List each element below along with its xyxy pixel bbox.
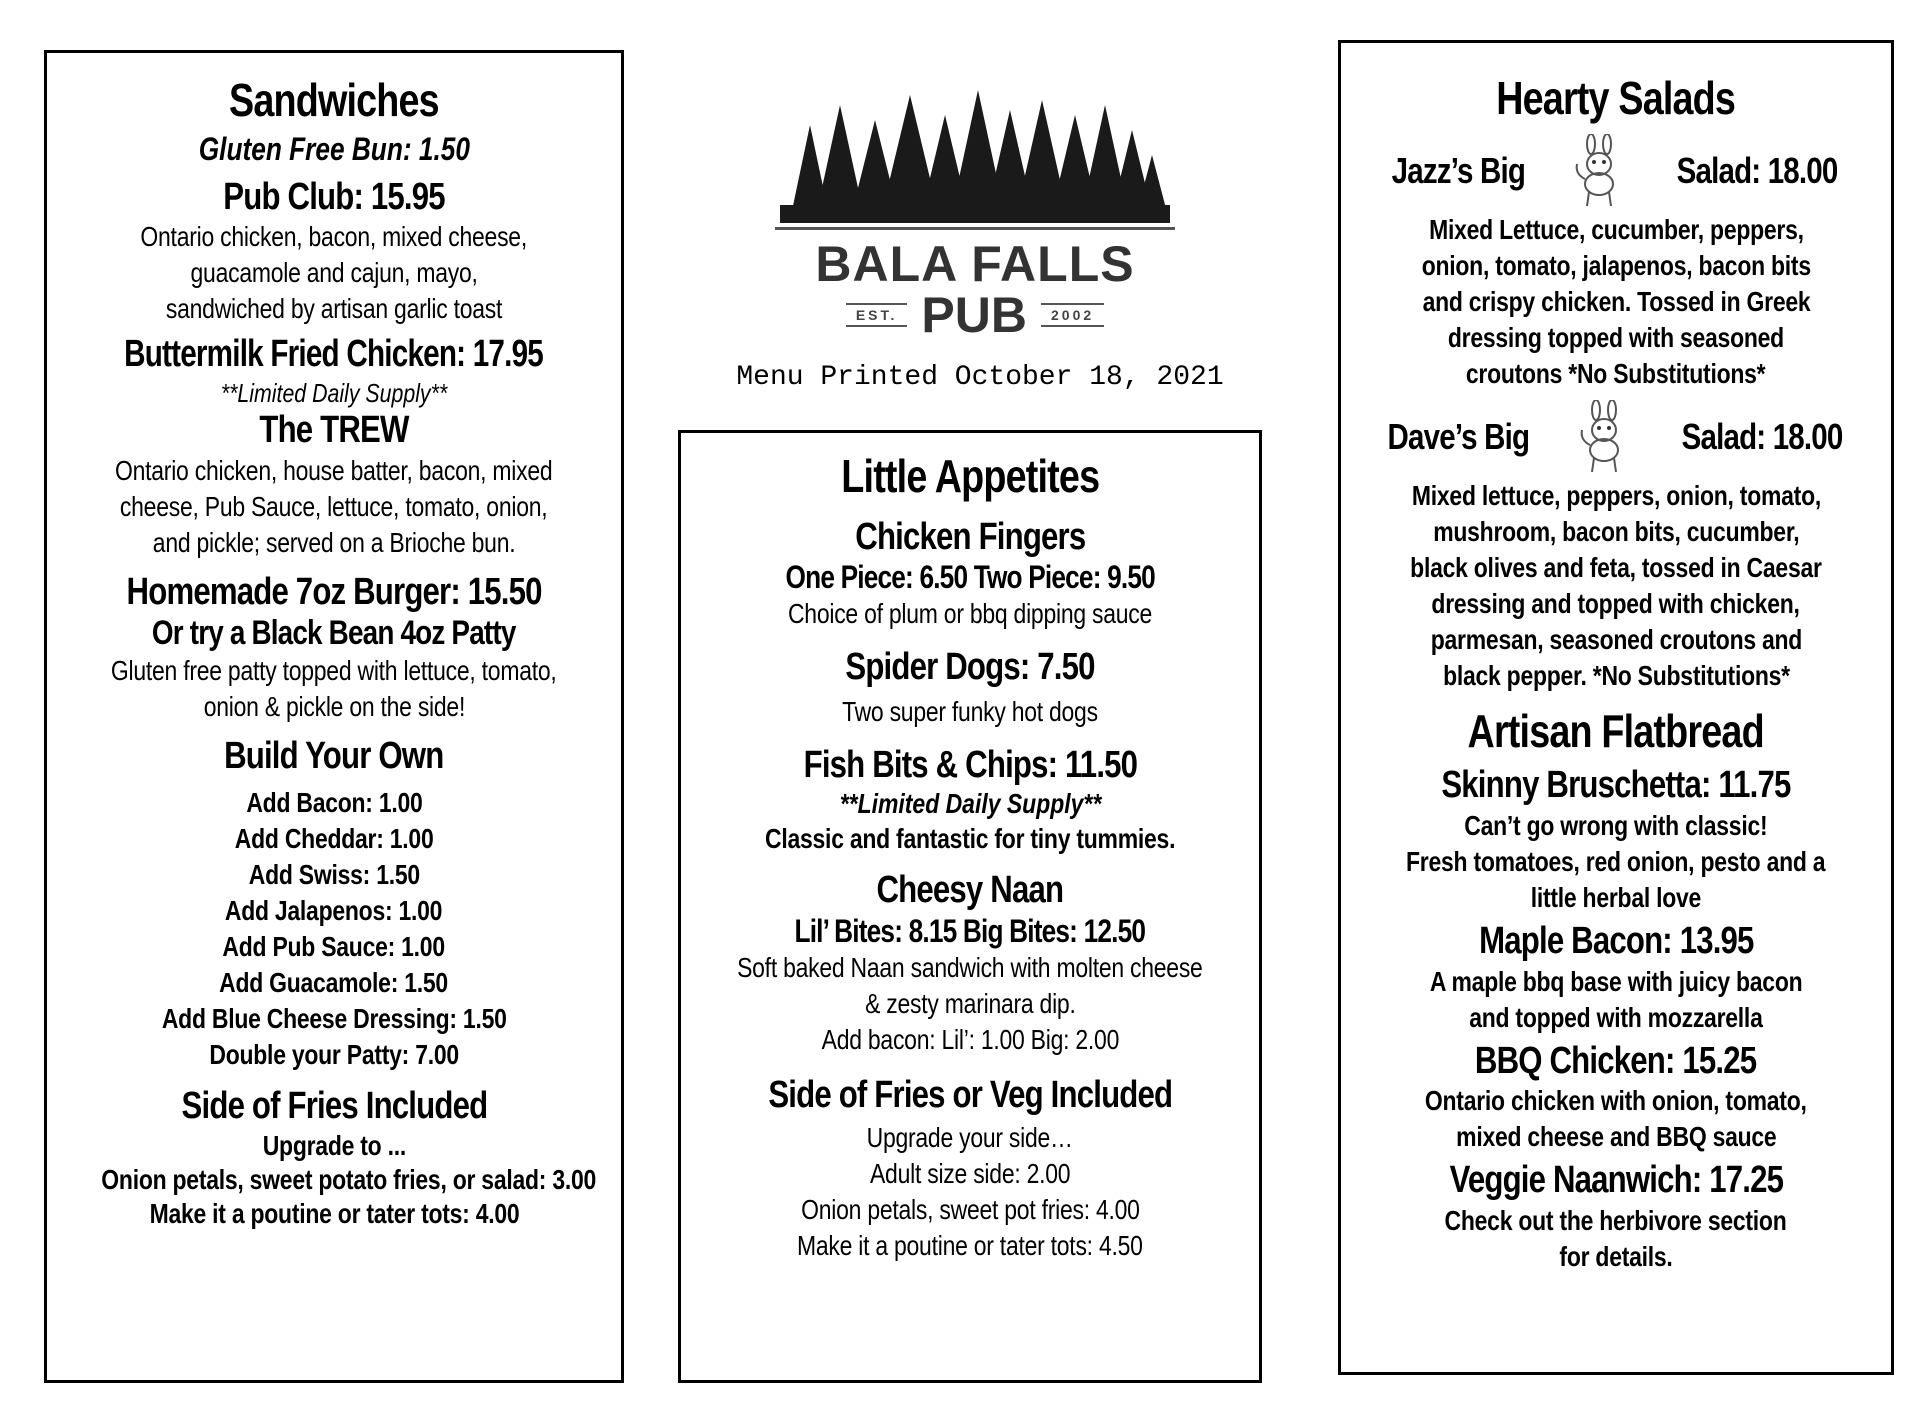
burger-title: Homemade 7oz Burger: 15.50 — [126, 570, 542, 613]
hearty-salads-title: Hearty Salads — [1496, 72, 1736, 124]
salads-flatbread-panel — [1338, 40, 1894, 1375]
little-appetites-panel — [678, 430, 1262, 1383]
spider-dogs-title: Spider Dogs: 7.50 — [845, 646, 1095, 689]
spider-dogs-desc: Two super funky hot dogs — [842, 695, 1098, 727]
trew-title: The TREW — [259, 408, 409, 451]
burger-desc: Gluten free patty topped with lettuce, tomato, onion & pickle on the side! — [111, 655, 557, 723]
jazz-salad-desc: Mixed Lettuce, cucumber, peppers, onion, tomato, jalapenos, bacon bits and crispy chicken. Tossed in Greek dressing topped with seasoned croutons *No Substitutions* — [1421, 213, 1811, 389]
side-veg-desc: Upgrade your side… Adult size side: 2.00 Onion petals, sweet pot fries: 4.00 Make it a poutine or tater tots: 4.50 — [797, 1121, 1143, 1261]
side-fries-desc: Upgrade to ... Onion petals, sweet potato fries, or salad: 3.00 Make it a poutine or tater tots: 4.00 — [101, 1129, 597, 1229]
jazz-salad-price: Salad: 18.00 — [1676, 149, 1838, 191]
list-item: Add Blue Cheese Dressing: 1.50 — [161, 1003, 507, 1035]
list-item: Add Swiss: 1.50 — [248, 859, 420, 891]
printed-date: Menu Printed October 18, 2021 — [736, 362, 1224, 393]
bruschetta-desc: Can’t go wrong with classic! Fresh tomatoes, red onion, pesto and a little herbal love — [1406, 809, 1826, 913]
cheesy-naan-title: Cheesy Naan — [876, 869, 1064, 912]
little-appetites-title: Little Appetites — [841, 450, 1099, 502]
list-item: Add Bacon: 1.00 — [245, 787, 423, 819]
side-fries-title: Side of Fries Included — [181, 1085, 487, 1128]
build-your-own-title: Build Your Own — [224, 735, 444, 778]
chicken-fingers-price: One Piece: 6.50 Two Piece: 9.50 — [785, 559, 1155, 596]
dave-salad-desc: Mixed lettuce, peppers, onion, tomato, mushroom, bacon bits, cucumber, black olives and feta, tossed in Caesar dressing and topped with chicken, parmesan, seasoned croutons and black pepper. *No Substitutions* — [1410, 479, 1822, 691]
burger-subtitle: Or try a Black Bean 4oz Patty — [152, 614, 516, 653]
pub-club-title: Pub Club: 15.95 — [223, 175, 445, 218]
bruschetta-title: Skinny Bruschetta: 11.75 — [1441, 764, 1791, 807]
logo-title-line2: PUB — [921, 287, 1027, 343]
logo-title-line1: BALA FALLS — [815, 236, 1135, 292]
tree-line-icon — [770, 85, 1180, 235]
artisan-flatbread-title: Artisan Flatbread — [1467, 704, 1765, 757]
jazz-salad-left: Jazz’s Big — [1391, 149, 1525, 191]
buttermilk-title: Buttermilk Fried Chicken: 17.95 — [124, 333, 544, 376]
side-veg-title: Side of Fries or Veg Included — [768, 1073, 1172, 1116]
logo-line2-row — [770, 287, 1180, 343]
dave-salad-heading — [1341, 400, 1891, 474]
jazz-salad-heading — [1341, 134, 1891, 208]
trew-desc: Ontario chicken, house batter, bacon, mixed cheese, Pub Sauce, lettuce, tomato, onion, and pickle; served on a Brioche bun. — [115, 454, 553, 558]
fish-bits-desc: Classic and fantastic for tiny tummies. — [764, 823, 1176, 855]
bbq-chicken-title: BBQ Chicken: 15.25 — [1475, 1039, 1757, 1082]
list-item: Add Cheddar: 1.00 — [234, 823, 434, 855]
cheesy-naan-desc: Soft baked Naan sandwich with molten cheese & zesty marinara dip. Add bacon: Lil’: 1.00 Big: 2.00 — [737, 951, 1203, 1055]
list-item: Add Guacamole: 1.50 — [219, 967, 449, 999]
bbq-chicken-desc: Ontario chicken with onion, tomato, mixed cheese and BBQ sauce — [1425, 1085, 1807, 1153]
dave-salad-price: Salad: 18.00 — [1681, 415, 1843, 457]
gluten-free-note: Gluten Free Bun: 1.50 — [198, 130, 470, 167]
buttermilk-note: **Limited Daily Supply** — [220, 377, 448, 408]
veggie-naanwich-desc: Check out the herbivore section for details. — [1445, 1204, 1787, 1272]
veggie-naanwich-title: Veggie Naanwich: 17.25 — [1449, 1159, 1783, 1202]
pub-logo — [770, 85, 1180, 345]
maple-bacon-desc: A maple bbq base with juicy bacon and topped with mozzarella — [1429, 965, 1803, 1033]
chicken-fingers-title: Chicken Fingers — [854, 515, 1086, 558]
list-item: Add Pub Sauce: 1.00 — [222, 931, 446, 963]
chicken-fingers-desc: Choice of plum or bbq dipping sauce — [787, 598, 1153, 630]
list-item: Add Jalapenos: 1.00 — [225, 895, 443, 927]
donkey-icon — [1574, 400, 1634, 474]
logo-est-left: EST. — [846, 303, 908, 327]
list-item: Double your Patty: 7.00 — [209, 1039, 459, 1071]
fish-bits-title: Fish Bits & Chips: 11.50 — [803, 743, 1137, 786]
donkey-icon — [1569, 134, 1629, 208]
fish-bits-note: **Limited Daily Supply** — [839, 788, 1101, 820]
maple-bacon-title: Maple Bacon: 13.95 — [1478, 919, 1754, 962]
build-your-own-list — [47, 785, 621, 1073]
dave-salad-left: Dave’s Big — [1387, 415, 1529, 457]
sandwiches-panel — [44, 50, 624, 1383]
cheesy-naan-price: Lil’ Bites: 8.15 Big Bites: 12.50 — [794, 913, 1146, 950]
sandwiches-title: Sandwiches — [229, 74, 439, 126]
logo-est-right: 2002 — [1041, 303, 1104, 327]
pub-club-desc: Ontario chicken, bacon, mixed cheese, guacamole and cajun, mayo, sandwiched by artisan garlic toast — [140, 221, 528, 325]
